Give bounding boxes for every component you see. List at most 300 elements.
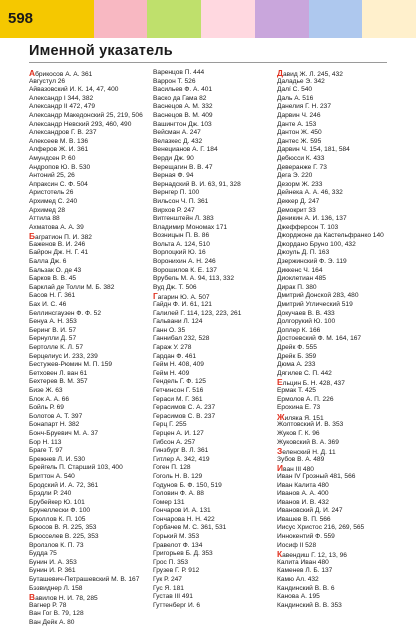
index-entry-text: Бэзвиднер Л. 158: [29, 584, 83, 592]
index-entry: [153, 275, 277, 284]
index-entry-text: Герасимов С. А. 237: [153, 404, 216, 412]
index-entry: [153, 284, 277, 293]
index-entry: [29, 499, 153, 508]
index-entry-text: авендиш Г. 12, 13, 96: [282, 552, 347, 559]
index-entry-text: Гоголь Н. В. 129: [153, 472, 203, 480]
index-entry: [29, 378, 153, 387]
section-initial-letter: Г: [153, 292, 158, 302]
index-entry: [277, 327, 401, 336]
index-entry-text: Герасимов С. В. 237: [153, 412, 216, 420]
index-entry-text: Болотов А. Т. 397: [29, 412, 83, 420]
index-entry: [153, 207, 277, 216]
index-entry: [29, 335, 153, 344]
index-entry: [153, 327, 277, 336]
index-entry: [29, 155, 153, 164]
index-entry-text: Иннокентий Ф. 559: [277, 533, 335, 541]
index-entry: [277, 361, 401, 370]
index-entry-text: Гравелот Ф. 134: [153, 541, 203, 549]
index-entry-text: Ворошилов К. Е. 137: [153, 266, 217, 274]
index-entry: [153, 567, 277, 576]
index-entry: [29, 473, 153, 482]
index-entry-text: Иванов А. А. 400: [277, 490, 329, 498]
index-entry-text: Александров Г. В. 237: [29, 129, 97, 137]
index-entry-text: Дмитрий Углический 519: [277, 301, 353, 309]
index-entry-text: Даль А. 516: [277, 94, 314, 102]
index-entry: [277, 335, 401, 344]
index-entry-text: Варенцов П. 444: [153, 69, 205, 76]
section-initial-letter: З: [277, 447, 283, 456]
index-entry: [29, 353, 153, 362]
index-entry-text: Верная Ф. 94: [153, 172, 194, 180]
index-entry: [29, 112, 153, 121]
index-entry-text: Беринг В. И. 57: [29, 326, 77, 334]
index-entry-text: Гус Я. 181: [153, 584, 184, 592]
index-entry-text: Гардан Ф. 461: [153, 352, 197, 360]
index-entry-text: Бернулли Д. 57: [29, 335, 77, 343]
index-entry: [153, 464, 277, 473]
index-entry: [29, 619, 153, 628]
section-initial-letter: К: [277, 550, 283, 559]
index-entry: [29, 78, 153, 87]
index-entry-text: Баженов В. И. 246: [29, 240, 86, 248]
index-entry-text: Брейгель П. Старший 103, 400: [29, 464, 123, 472]
index-entry-text: Иосиф II 528: [277, 541, 317, 549]
index-entry-text: Гейм Н. 409: [153, 369, 190, 377]
index-entry-text: Васко да Гама 82: [153, 94, 207, 102]
index-entry-text: Дезорм Ж. 233: [277, 180, 323, 188]
index-entry: [277, 138, 401, 147]
index-entry-text: Каменев Л. Б. 137: [277, 567, 333, 575]
index-entry: [29, 550, 153, 559]
index-entry-text: Александр II 472, 479: [29, 103, 95, 111]
index-entry-text: Бах И. С. 46: [29, 301, 67, 309]
index-entry: [153, 86, 277, 95]
index-entry-text: Зубов В. А. 489: [277, 455, 325, 463]
index-entry-text: Гараж У. 278: [153, 344, 192, 351]
index-entry: [153, 396, 277, 405]
index-entry-text: Грос П. 353: [153, 558, 189, 566]
index-entry-text: Дюма А. 233: [277, 361, 316, 369]
index-entry: [29, 129, 153, 138]
index-entry: [29, 198, 153, 207]
index-entry-text: Дебюсси К. 433: [277, 154, 325, 162]
section-initial-letter: И: [277, 464, 284, 473]
index-entry: [29, 456, 153, 465]
index-entry-text: Бриттон А. 540: [29, 472, 75, 480]
index-entry-text: Дантон Ж. 450: [277, 129, 322, 137]
index-entry-text: Горбачев М. С. 361, 531: [153, 524, 227, 532]
index-entry-text: Бехтерев В. М. 357: [29, 378, 88, 386]
index-entry: [153, 301, 277, 310]
index-entry: [153, 129, 277, 138]
index-entry-text: Амундсен Р. 60: [29, 154, 76, 162]
title-divider: [29, 62, 387, 63]
index-entry-text: Гетчинсон Г. 516: [153, 386, 204, 394]
page-number: 598: [0, 0, 40, 38]
index-entry: [29, 482, 153, 491]
index-entry: [153, 602, 277, 611]
index-entry-text: авилов Н. И. 78, 285: [35, 595, 98, 602]
index-entry: [29, 421, 153, 430]
index-entry: [277, 430, 401, 439]
index-entry: [277, 318, 401, 327]
index-entry-text: Бертолле К. Л. 57: [29, 344, 84, 351]
index-entry-text: Дарвин Ч. 246: [277, 111, 321, 119]
index-entry: [277, 232, 401, 241]
index-entry-text: Бродский И. А. 72, 361: [29, 481, 99, 489]
index-entry-text: Бетховен Л. ван 61: [29, 369, 88, 377]
index-entry-text: Ворлоцкий Ю. 16: [153, 249, 206, 257]
index-entry-text: Иисус Христос 216, 269, 565: [277, 524, 365, 532]
index-entry-text: Диоклетиан 485: [277, 275, 326, 283]
index-entry-text: Дантес Ж. 595: [277, 137, 322, 145]
index-entry-text: Барков В. В. 45: [29, 275, 77, 283]
index-entry: [29, 542, 153, 551]
index-entry: [153, 215, 277, 224]
index-entry: [153, 181, 277, 190]
index-entry-text: Джоуль Д. П. 163: [277, 249, 330, 257]
index-entry-text: Ван Гог В. 79, 128: [29, 610, 84, 618]
index-entry-text: Вирхов Р. 247: [153, 206, 195, 214]
index-entry-text: Бунин И. А. 353: [29, 558, 77, 566]
index-entry-text: Гончарова Н. Н. 422: [153, 515, 215, 523]
index-entry-text: Андропов Ю. В. 530: [29, 163, 91, 171]
index-entry-text: Григорьев Б. Д. 353: [153, 550, 213, 558]
index-entry-text: Гинзбург В. Л. 361: [153, 447, 209, 455]
index-column-2: [153, 69, 277, 610]
index-entry: [29, 215, 153, 224]
index-entry: [29, 593, 153, 602]
index-entry-text: Жуковский В. А. 369: [277, 438, 339, 446]
index-entry: [153, 249, 277, 258]
index-entry: [153, 258, 277, 267]
index-entry-text: Дягилев С. П. 442: [277, 369, 332, 377]
index-entry-text: еленский Н. Д. 11: [282, 449, 336, 456]
index-entry-text: Дрейк Б. 359: [277, 352, 317, 360]
index-entry: [153, 490, 277, 499]
index-entry-text: Кандинский В. В. 6: [277, 584, 335, 592]
index-entry: [277, 164, 401, 173]
index-entry-text: Калита Иван 480: [277, 558, 329, 566]
index-entry-text: Данте А. 153: [277, 120, 317, 128]
index-entry-text: Ганн О. 35: [153, 326, 186, 334]
index-entry-text: Гуттенберг И. 6: [153, 601, 201, 609]
index-entry: [29, 567, 153, 576]
index-entry: [277, 215, 401, 224]
index-entry-text: Гоген П. 128: [153, 464, 191, 472]
index-entry: [277, 86, 401, 95]
index-entry-text: Варрон Т. 526: [153, 77, 196, 85]
index-entry-text: Гальвани Л. 124: [153, 318, 203, 326]
index-entry-text: агарин Ю. А. 507: [157, 294, 210, 302]
index-entry: [277, 370, 401, 379]
index-entry: [277, 181, 401, 190]
index-entry: [277, 404, 401, 413]
index-entry-text: Бор Н. 113: [29, 438, 62, 446]
index-entry-text: Горький М. 353: [153, 533, 200, 541]
index-entry-text: Достоевский Ф. М. 164, 167: [277, 335, 362, 343]
index-entry-text: Докучаев В. В. 433: [277, 309, 335, 317]
index-entry-text: Гайдн Ф. Й. 61, 121: [153, 301, 212, 309]
index-entry: [153, 112, 277, 121]
index-entry-text: Балла Дж. 6: [29, 258, 67, 266]
index-entry: [277, 129, 401, 138]
index-entry: [29, 69, 153, 78]
index-entry: [277, 249, 401, 258]
index-entry: [277, 198, 401, 207]
index-entry: [29, 507, 153, 516]
index-entry: [153, 447, 277, 456]
index-entry-text: Брюсов В. Я. 225, 353: [29, 524, 97, 532]
index-entry-text: Венецианов А. Г. 184: [153, 146, 218, 154]
index-entry-text: Деверанже Г. 73: [277, 163, 327, 171]
index-entry: [153, 430, 277, 439]
index-entry-text: Камю Ал. 432: [277, 576, 319, 584]
index-entry-text: Возницын П. В. 86: [153, 232, 210, 240]
index-entry-text: Диккенс Ч. 164: [277, 266, 323, 274]
index-entry: [277, 267, 401, 276]
index-entry: [153, 224, 277, 233]
index-entry: [277, 353, 401, 362]
index-entry-text: Дейнека А. А. 46, 332: [277, 189, 343, 197]
index-entry-text: Будда 75: [29, 550, 57, 558]
index-entry-text: Жуков Г. К. 96: [277, 429, 320, 437]
index-entry: [153, 344, 277, 353]
index-entry-text: Доплер К. 166: [277, 326, 321, 334]
index-entry: [153, 542, 277, 551]
index-column-3: [277, 69, 401, 610]
index-entry: [277, 301, 401, 310]
index-entry-text: Брюллов К. П. 105: [29, 515, 86, 523]
index-entry: [29, 387, 153, 396]
index-entry: [277, 576, 401, 585]
index-entry: [277, 146, 401, 155]
index-entry-text: Джорджоне да Кастельфранко 140: [277, 232, 384, 240]
index-entry-text: Дрейк Ф. 555: [277, 344, 317, 351]
index-entry: [277, 275, 401, 284]
index-entry: [277, 224, 401, 233]
index-entry: [277, 396, 401, 405]
index-entry: [277, 559, 401, 568]
index-entry-text: Гейм Н. 408, 409: [153, 361, 204, 369]
index-entry-text: Архимед 28: [29, 206, 66, 214]
section-initial-letter: Ж: [277, 412, 285, 422]
index-entry: [153, 146, 277, 155]
index-entry: [153, 189, 277, 198]
index-entry: [29, 258, 153, 267]
index-entry: [29, 576, 153, 585]
index-entry: [153, 387, 277, 396]
index-entry: [277, 533, 401, 542]
index-entry: [29, 524, 153, 533]
index-entry-text: Головин Ф. А. 88: [153, 490, 204, 498]
index-entry-text: Гитлер А. 342, 419: [153, 455, 210, 463]
color-stripe: [147, 0, 201, 38]
index-entry: [29, 318, 153, 327]
index-entry: [29, 121, 153, 130]
index-entry-text: Дарвин Ч. 154, 181, 584: [277, 146, 350, 154]
index-entry: [153, 69, 277, 78]
index-entry: [277, 387, 401, 396]
index-entry-text: Блок А. А. 66: [29, 395, 70, 403]
index-entry: [29, 602, 153, 611]
index-entry-text: Бестужев-Рюмин М. П. 159: [29, 361, 113, 369]
index-entry-text: Архимед С. 240: [29, 197, 78, 205]
index-entry-text: Врубель М. А. 94, 113, 332: [153, 275, 235, 283]
index-entry-text: Айвазовский И. К. 14, 47, 400: [29, 86, 119, 94]
index-entry-text: Деккер Д. 247: [277, 197, 320, 205]
index-entry-text: авид Ж. Л. 245, 432: [282, 71, 343, 78]
index-entry: [277, 507, 401, 516]
index-entry-text: Далí С. 540: [277, 86, 313, 94]
index-entry-text: Кандинский В. В. 353: [277, 601, 342, 609]
index-entry-text: Басов Н. Г. 361: [29, 292, 76, 300]
index-entry-text: Вагнер Р. 78: [29, 601, 67, 609]
index-entry-text: Гераси М. Г. 361: [153, 395, 203, 403]
color-stripe: [94, 0, 148, 38]
index-entry: [277, 516, 401, 525]
index-entry-text: Берцелиус Й. 233, 239: [29, 352, 98, 360]
index-entry-text: Густав III 491: [153, 593, 193, 601]
index-entry-text: Жолтовский И. В. 353: [277, 421, 344, 429]
index-entry: [277, 473, 401, 482]
index-entry: [277, 310, 401, 319]
section-initial-letter: Д: [277, 69, 283, 78]
index-entry-text: Гибсон А. 257: [153, 438, 196, 446]
index-entry-text: Гомер 131: [153, 498, 185, 506]
index-entry-text: Васнецов А. М. 332: [153, 103, 213, 111]
index-entry-text: льцин Б. Н. 428, 437: [282, 380, 345, 387]
index-entry: [277, 344, 401, 353]
index-entry: [277, 499, 401, 508]
index-entry: [277, 482, 401, 491]
index-entry-text: Велазкес Д. 432: [153, 137, 203, 145]
index-entry-text: Иван IV Грозный 481, 566: [277, 472, 356, 480]
index-entry: [153, 421, 277, 430]
index-entry-text: Алферов Ж. И. 361: [29, 146, 89, 154]
index-entry: [153, 361, 277, 370]
index-entry-text: Владимир Мономах 171: [153, 223, 228, 231]
index-entry: [277, 112, 401, 121]
index-entry: [153, 576, 277, 585]
index-entry-text: Демокрит 33: [277, 206, 316, 214]
index-entry: [29, 413, 153, 422]
index-entry: [29, 361, 153, 370]
index-entry-text: Дзержинский Ф. Э. 119: [277, 258, 347, 266]
index-entry: [29, 404, 153, 413]
index-entry: [29, 146, 153, 155]
index-entry: [153, 103, 277, 112]
index-entry-text: Апраксин С. Ф. 504: [29, 180, 88, 188]
index-entry-text: Вернгер П. 100: [153, 189, 200, 197]
index-entry: [29, 327, 153, 336]
index-entry: [153, 473, 277, 482]
color-stripe: [40, 0, 94, 38]
index-entry: [29, 533, 153, 542]
index-entry: [29, 301, 153, 310]
index-entry-text: Долгорукий Ю. 100: [277, 318, 336, 326]
index-entry: [29, 267, 153, 276]
index-entry-text: Августул 26: [29, 77, 66, 85]
index-entry: [277, 284, 401, 293]
index-entry-text: Браге Т. 97: [29, 447, 63, 455]
section-initial-letter: Б: [29, 232, 36, 241]
index-entry-text: Гончаров И. А. 131: [153, 507, 211, 515]
index-entry: [277, 524, 401, 533]
index-entry-text: Александр Невский 293, 460, 490: [29, 120, 132, 128]
index-entry-text: Ахматова А. А. 39: [29, 223, 84, 231]
index-entry-text: Аттила 88: [29, 215, 60, 223]
index-entry-text: Герц Г. 255: [153, 421, 187, 429]
index-entry: [29, 275, 153, 284]
index-entry: [29, 103, 153, 112]
index-entry: [153, 378, 277, 387]
index-entry: [29, 189, 153, 198]
index-entry: [153, 404, 277, 413]
index-entry: [277, 490, 401, 499]
index-entry: [29, 439, 153, 448]
index-entry: [153, 267, 277, 276]
index-entry: [277, 241, 401, 250]
index-entry-text: брикосов А. А. 361: [35, 71, 93, 78]
index-entry-text: Канова А. 195: [277, 593, 320, 601]
index-entry: [153, 524, 277, 533]
index-entry: [153, 516, 277, 525]
index-entry: [277, 439, 401, 448]
index-entry: [153, 155, 277, 164]
index-entry: [29, 585, 153, 594]
index-entry-text: Вильсон Ч. П. 361: [153, 197, 209, 205]
index-entry-text: Бенуа А. Н. 353: [29, 318, 77, 326]
index-entry-text: Даладье Э. 342: [277, 77, 325, 85]
index-entry-text: Деникин А. И. 136, 137: [277, 215, 347, 223]
index-entry-text: Антоний 25, 26: [29, 172, 75, 180]
index-entry-text: Брунеллески Ф. 100: [29, 507, 91, 515]
index-entry: [277, 602, 401, 611]
index-entry-text: Герцен А. И. 127: [153, 429, 204, 437]
color-stripe: [362, 0, 416, 38]
index-entry: [29, 95, 153, 104]
section-initial-letter: В: [29, 593, 36, 602]
index-entry: [277, 103, 401, 112]
index-entry-text: Данелия Г. Н. 237: [277, 103, 332, 111]
index-entry: [277, 292, 401, 301]
index-entry: [153, 172, 277, 181]
index-entry-text: Ивашев В. П. 566: [277, 515, 331, 523]
index-entry: [29, 396, 153, 405]
index-entry: [153, 121, 277, 130]
index-entry: [277, 378, 401, 387]
index-entry: [29, 610, 153, 619]
index-entry-text: Дирак П. 380: [277, 283, 317, 291]
index-entry: [29, 241, 153, 250]
index-entry: [153, 78, 277, 87]
index-entry-text: Бонч-Бруевич М. А. 37: [29, 429, 99, 437]
index-entry: [153, 507, 277, 516]
index-entry: [153, 456, 277, 465]
index-entry: [277, 593, 401, 602]
index-entry: [277, 258, 401, 267]
index-entry-text: Вольта А. 124, 510: [153, 240, 210, 248]
index-entry-text: Ван Дейк А. 80: [29, 619, 75, 626]
index-entry-text: Годунов Б. Ф. 150, 519: [153, 481, 222, 489]
index-entry: [153, 550, 277, 559]
index-entry: [153, 138, 277, 147]
page-title: Именной указатель: [29, 43, 173, 59]
index-entry: [29, 181, 153, 190]
index-entry: [277, 207, 401, 216]
index-entry: [277, 550, 401, 559]
